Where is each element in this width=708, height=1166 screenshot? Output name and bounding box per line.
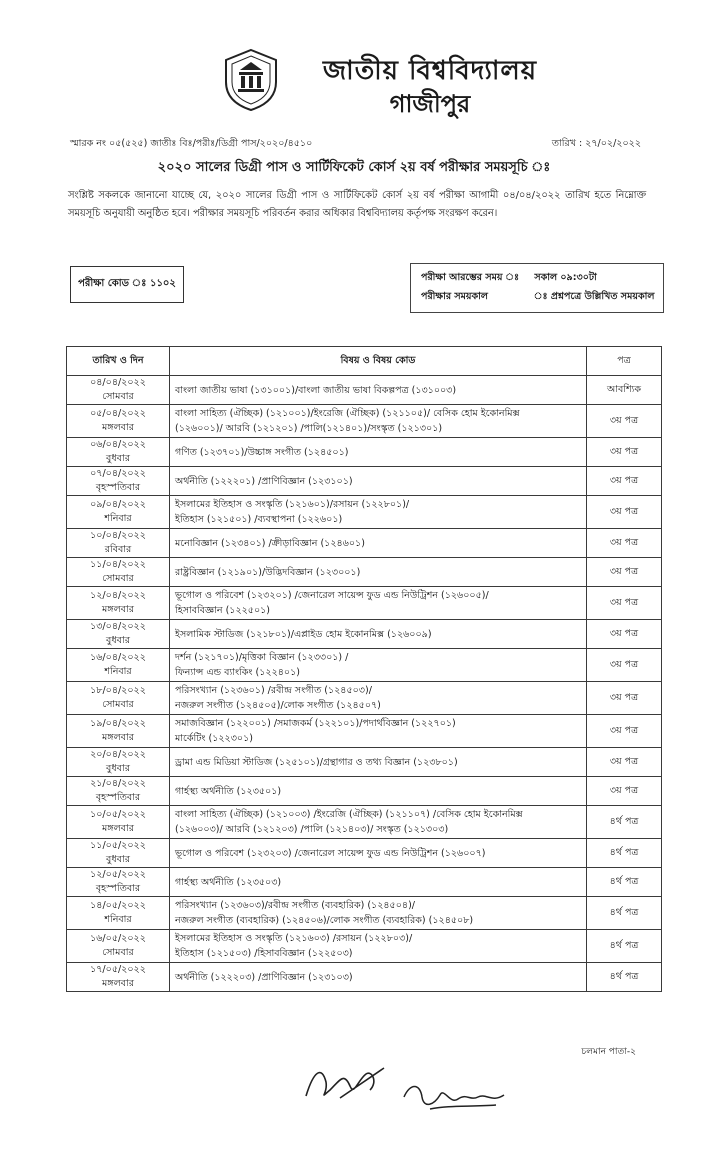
signature-2 [400,1075,510,1115]
row-subject: নজরুল সংগীত (১২৪৫০৫)/লোক সংগীত (১২৪৫০৭) [175,700,381,711]
row-subject-cell [170,405,587,438]
row-subject: সমাজবিজ্ঞান (১২২০০১) /সমাজকর্ম (১২২১০১)/পদার্থবিজ্ঞান (১২২৭০১) [175,718,456,729]
table-row [67,897,662,930]
row-subject: ড্রামা এন্ড মিডিয়া স্টাডিজ (১২৫১০১)/গ্রন্থাগার ও তথ্য বিজ্ঞান (১২৩৮০১) [175,756,458,768]
table-row [67,529,662,558]
row-date: ১৬/০৪/২০২২ [90,652,146,663]
table-row [67,405,662,438]
row-subject: বাংলা জাতীয় ভাষা (১৩১০০১)/বাংলা জাতীয় ভাষা বিকল্পপত্র (১৩১০০৩) [175,384,457,396]
row-subject: পরিসংখ্যান (১২৩৬০১) /রবীন্দ্র সংগীত (১২৪৫০৩)/ [175,685,372,696]
exam-time-box [410,263,664,313]
row-subject: ভূগোল ও পরিবেশ (১২৩২০১) /জেনারেল সায়েন্স ফুড এন্ড নিউট্রিশন (১২৬০০৫)/ [175,590,489,601]
row-paper: ৩য় পত্র [587,467,662,496]
row-subject-cell [170,496,587,529]
row-subject-cell [170,529,587,558]
schedule-table [66,346,662,992]
row-subject-cell [170,748,587,777]
row-subject: বাংলা সাহিত্য (ঐচ্ছিক) (১২১০০৩) /ইংরেজি (ঐচ্ছিক) (১২১১০৭) /বেসিক হোম ইকোনমিক্স [175,809,523,820]
row-subject-cell [170,868,587,897]
row-subject: ইসলামিক স্টাডিজ (১২১৮০১)/এপ্লাইড হোম ইকোনমিক্স (১২৬০০৯) [175,628,432,640]
university-name: জাতীয় বিশ্ববিদ্যালয় [322,56,538,86]
row-day: সোমবার [102,699,134,710]
header-paper: পত্র [587,347,662,376]
row-subject: ইতিহাস (১২১৫০৩) /হিসাববিজ্ঞান (১২২৫০৩) [175,948,353,959]
signature-1 [300,1060,390,1106]
row-date: ০৫/০৪/২০২২ [90,408,146,419]
row-day: মঙ্গলবার [102,732,134,743]
row-paper: ৪র্থ পত্র [587,897,662,930]
row-paper: ৩য় পত্র [587,649,662,682]
duration-row [421,290,654,305]
table-row [67,649,662,682]
row-day: বুধবার [106,763,130,774]
row-subject-cell [170,467,587,496]
row-subject: অর্থনীতি (১২২২০৩) /প্রাণিবিজ্ঞান (১২৩১০৩) [175,971,353,983]
row-subject-cell [170,806,587,839]
start-time-row [421,271,597,286]
row-paper: ৩য় পত্র [587,620,662,649]
table-row [67,467,662,496]
table-row [67,868,662,897]
row-day: মঙ্গলবার [102,422,134,433]
row-date: ১১/০৪/২০২২ [90,559,146,570]
row-date-cell [67,682,170,715]
row-subject-cell [170,897,587,930]
row-subject-cell [170,930,587,963]
row-day: বুধবার [106,635,130,646]
table-row [67,620,662,649]
row-date-cell [67,839,170,868]
row-subject: (১২৬০০৩)/ আরবি (১২১২০৩) /পালি (১২১৪০৩)/ সংস্কৃত (১২১৩০৩) [175,824,449,835]
row-date-cell [67,748,170,777]
row-paper: ৪র্থ পত্র [587,806,662,839]
row-subject-cell [170,376,587,405]
row-day: শনিবার [104,513,132,524]
row-subject: মনোবিজ্ঞান (১২৩৪০১) /ক্রীড়াবিজ্ঞান (১২৪৬০১) [175,537,365,549]
row-day: মঙ্গলবার [102,604,134,615]
row-day: শনিবার [104,914,132,925]
row-subject-cell [170,963,587,992]
row-paper: ৩য় পত্র [587,558,662,587]
table-row [67,748,662,777]
row-date-cell [67,930,170,963]
table-row [67,715,662,748]
row-day: বুধবার [106,453,130,464]
row-date: ১৩/০৪/২০২২ [90,621,146,632]
row-paper: ৩য় পত্র [587,496,662,529]
row-subject-cell [170,839,587,868]
row-date: ১১/০৫/২০২২ [90,840,146,851]
table-row [67,496,662,529]
row-subject: ইতিহাস (১২১৫০১) /ব্যবস্থাপনা (১২২৬০১) [175,514,343,525]
row-subject: ইসলামের ইতিহাস ও সংস্কৃতি (১২১৬০১)/রসায়ন (১২২৮০১)/ [175,499,410,510]
row-date-cell [67,467,170,496]
table-row [67,930,662,963]
row-subject: মার্কেটিং (১২২৩০১) [175,733,253,744]
row-date: ১০/০৪/২০২২ [90,530,146,541]
row-date: ০৭/০৪/২০২২ [90,468,146,479]
row-subject: গার্হস্থ্য অর্থনীতি (১২৩৫০১) [175,785,282,797]
row-date-cell [67,376,170,405]
table-row [67,806,662,839]
row-day: সোমবার [102,573,134,584]
row-paper: ৩য় পত্র [587,529,662,558]
table-row [67,777,662,806]
row-date: ২১/০৪/২০২২ [90,778,146,789]
row-day: সোমবার [102,391,134,402]
row-date-cell [67,897,170,930]
row-paper: আবশ্যিক [587,376,662,405]
row-date: ০৪/০৪/২০২২ [90,377,146,388]
row-date: ১২/০৪/২০২২ [90,590,146,601]
row-paper: ৩য় পত্র [587,587,662,620]
table-row [67,376,662,405]
row-subject: দর্শন (১২১৭০১)/মৃত্তিকা বিজ্ঞান (১২৩৩০১) / [175,652,349,663]
row-paper: ৪র্থ পত্র [587,868,662,897]
row-day: বুধবার [106,854,130,865]
university-city: গাজীপুর [389,90,471,118]
row-day: শনিবার [104,666,132,677]
row-date-cell [67,558,170,587]
row-date: ০৬/০৪/২০২২ [90,439,146,450]
table-row [67,587,662,620]
row-date-cell [67,529,170,558]
row-date-cell [67,620,170,649]
row-date-cell [67,587,170,620]
table-row [67,839,662,868]
row-subject: ভূগোল ও পরিবেশ (১২৩২০৩) /জেনারেল সায়েন্স ফুড এন্ড নিউট্রিশন (১২৬০০৭) [175,847,486,859]
row-day: বৃহস্পতিবার [95,482,141,493]
header-subject: বিষয় ও বিষয় কোড [170,347,587,376]
row-day: মঙ্গলবার [102,823,134,834]
memo-number: স্মারক নং ০৫(৫২৫) জাতীঃ বিঃ/পরীঃ/ডিগ্রী পাস/২০২০/৪৫১০ [70,138,313,149]
row-day: সোমবার [102,947,134,958]
row-subject-cell [170,715,587,748]
row-paper: ৩য় পত্র [587,405,662,438]
row-day: বৃহস্পতিবার [95,792,141,803]
row-date-cell [67,405,170,438]
row-date-cell [67,496,170,529]
row-paper: ৪র্থ পত্র [587,839,662,868]
row-paper: ৩য় পত্র [587,748,662,777]
row-subject: নজরুল সংগীত (ব্যবহারিক) (১২৪৫০৬)/লোক সংগীত (ব্যবহারিক) (১২৪৫০৮) [175,915,474,926]
row-subject-cell [170,777,587,806]
row-date: ১৮/০৪/২০২২ [90,685,146,696]
row-subject: অর্থনীতি (১২২২০১) /প্রাণিবিজ্ঞান (১২৩১০১) [175,475,353,487]
row-date-cell [67,963,170,992]
row-subject: হিসাববিজ্ঞান (১২২৫০১) [175,605,271,616]
row-date: ১৬/০৫/২০২২ [90,933,146,944]
row-subject-cell [170,558,587,587]
table-row [67,438,662,467]
row-date: ১৪/০৫/২০২২ [90,900,146,911]
row-subject: পরিসংখ্যান (১২৩৬০৩)/রবীন্দ্র সংগীত (ব্যবহারিক) (১২৪৫০৪)/ [175,900,415,911]
row-subject: গণিত (১২৩৭০১)/উচ্চাঙ্গ সংগীত (১২৪৫০১) [175,446,349,458]
row-subject-cell [170,438,587,467]
university-logo [222,48,280,112]
row-subject: গার্হস্থ্য অর্থনীতি (১২৩৫০৩) [175,876,282,888]
exam-code-box [70,266,184,303]
row-date: ১০/০৫/২০২২ [90,809,146,820]
row-date-cell [67,806,170,839]
row-date: ১২/০৫/২০২২ [90,869,146,880]
row-paper: ৩য় পত্র [587,777,662,806]
row-date: ২০/০৪/২০২২ [90,749,146,760]
row-subject: রাষ্ট্রবিজ্ঞান (১২১৯০১)/উদ্ভিদবিজ্ঞান (১২৩০০১) [175,566,361,578]
row-subject-cell [170,682,587,715]
row-subject: (১২৬০০১)/ আরবি (১২১২০১) /পালি(১২১৪০১)/সংস্কৃত (১২১৩০১) [175,423,443,434]
row-date: ০৯/০৪/২০২২ [90,499,146,510]
table-row [67,682,662,715]
duration-value: ঃ প্রশ্নপত্রে উল্লিখিত সময়কাল [547,291,655,302]
row-subject-cell [170,649,587,682]
row-subject-cell [170,620,587,649]
row-date: ১৯/০৪/২০২২ [90,718,146,729]
row-paper: ৪র্থ পত্র [587,930,662,963]
row-subject-cell [170,587,587,620]
row-paper: ৪র্থ পত্র [587,963,662,992]
table-header-row [67,347,662,376]
row-subject: ইসলামের ইতিহাস ও সংস্কৃতি (১২১৬০৩) /রসায়ন (১২২৮০৩)/ [175,933,413,944]
row-paper: ৩য় পত্র [587,682,662,715]
row-paper: ৩য় পত্র [587,715,662,748]
row-paper: ৩য় পত্র [587,438,662,467]
exam-code: পরীক্ষা কোড ঃ ১১০২ [78,278,176,289]
row-subject: ফিন্যান্স এন্ড ব্যাংকিং (১২২৪০১) [175,667,300,678]
row-date: ১৭/০৫/২০২২ [90,964,146,975]
intro-paragraph: সংশ্লিষ্ট সকলকে জানানো যাচ্ছে যে, ২০২০ সালের ডিগ্রী পাস ও সার্টিফিকেট কোর্স ২য় বর্ষ পরীক্ষা আগামী ০৪/০৪/২০২২ তারিখ হতে নিম্নোক্ত সময়সূচি অনুযায়ী অনুষ্ঠিত হবে। পরীক্ষার সময়সূচি পরিবর্তন করার অধিকার বিশ্ববিদ্যালয় কর্তৃপক্ষ সংরক্ষণ করেন। [68,190,646,219]
row-date-cell [67,777,170,806]
continued-note: চলমান পাতা-২ [581,1047,636,1057]
row-day: রবিবার [104,544,132,555]
notice-date: তারিখ : ২৭/০২/২০২২ [551,138,641,149]
header-date: তারিখ ও দিন [67,347,170,376]
row-date-cell [67,715,170,748]
table-row [67,558,662,587]
row-date-cell [67,649,170,682]
row-date-cell [67,438,170,467]
page-title: ২০২০ সালের ডিগ্রী পাস ও সার্টিফিকেট কোর্স ২য় বর্ষ পরীক্ষার সময়সূচি ঃ [157,160,551,175]
table-row [67,963,662,992]
row-date-cell [67,868,170,897]
start-time-value: সকাল ০৯:৩০টা [534,272,597,283]
start-time-label: পরীক্ষা আরম্ভের সময় ঃ [421,272,520,283]
row-day: মঙ্গলবার [102,978,134,989]
row-day: বৃহস্পতিবার [95,883,141,894]
row-subject: বাংলা সাহিত্য (ঐচ্ছিক) (১২১০০১)/ইংরেজি (ঐচ্ছিক) (১২১১০৫)/ বেসিক হোম ইকোনমিক্স [175,408,520,419]
duration-label: পরীক্ষার সময়কাল [421,291,489,302]
